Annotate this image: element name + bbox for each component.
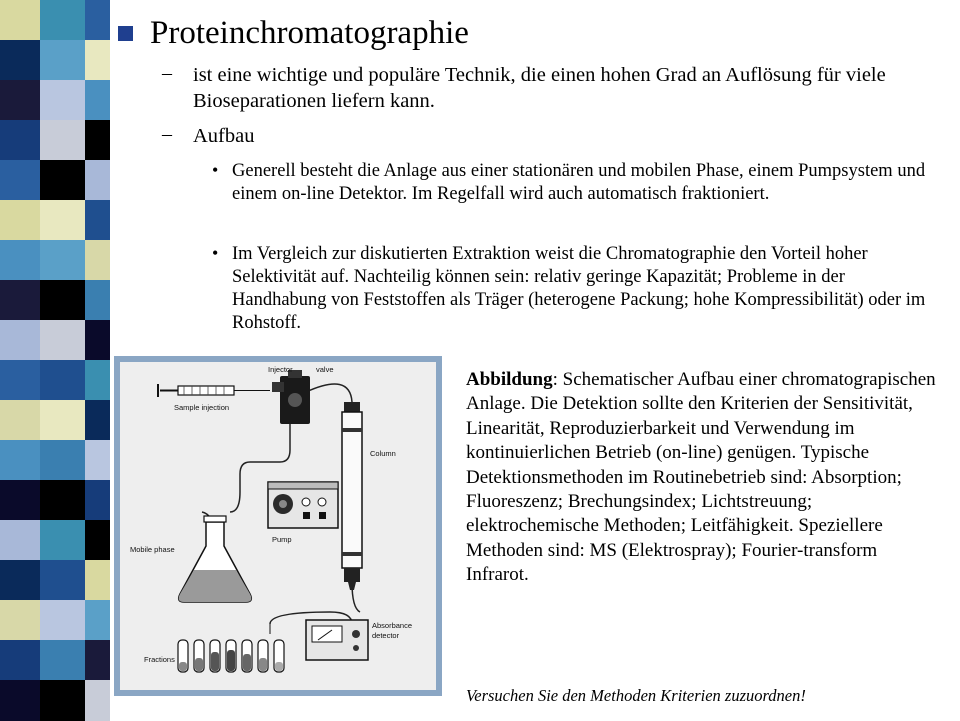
stripe-block <box>0 560 40 601</box>
stripe-block <box>0 280 40 321</box>
stripe-block <box>40 360 85 401</box>
stripe-block <box>40 480 85 521</box>
caption-lead: Abbildung <box>466 369 553 390</box>
label-pump: Pump <box>272 535 292 544</box>
stripe-block <box>0 480 40 521</box>
label-mobile-phase: Mobile phase <box>130 545 175 554</box>
syringe-icon <box>158 384 270 397</box>
stripe-block <box>0 320 40 361</box>
stripe-block <box>40 400 85 441</box>
pump-icon <box>268 482 338 528</box>
stripe-block <box>40 80 85 121</box>
stripe-block <box>40 280 85 321</box>
stripe-block <box>0 240 40 281</box>
stripe-block <box>40 440 85 481</box>
dash-bullet: – <box>162 123 172 145</box>
stripe-block <box>0 440 40 481</box>
chromatography-diagram <box>120 362 436 690</box>
stripe-block <box>40 640 85 681</box>
subbullet-text-2: Im Vergleich zur diskutierten Extraktion weist die Chromatographie den Vorteil hoher Selektivität auf. Nachteilig können sein: relativ geringe Kapazität; Probleme in der Handhabung von Feststoffen als Träger (heterogene Packung; hohe Kompressibilität) oder im Rohstoff. <box>232 244 926 333</box>
stripe-block <box>40 320 85 361</box>
stripe-block <box>40 200 85 241</box>
stripe-block <box>0 0 40 41</box>
fraction-tubes-icon <box>178 624 284 672</box>
subbullet-text-1: Generell besteht die Anlage aus einer stationären und mobilen Phase, einem Pumpsystem und einem on-line Detektor. Im Regelfall wird auch automatisch fraktioniert. <box>232 161 926 204</box>
stripe-block <box>40 560 85 601</box>
stripe-block <box>85 600 110 641</box>
stripe-block <box>40 40 85 81</box>
bullet-text-2: Aufbau <box>193 125 255 147</box>
column-icon <box>342 402 362 590</box>
stripe-block <box>85 160 110 201</box>
stripe-block <box>85 400 110 441</box>
flask-icon <box>179 516 252 602</box>
caption-text: : Schematischer Aufbau einer chromatograpischen Anlage. Die Detektion sollte den Kriterien der Sensitivität, Linearität, Reproduzierbarkeit und Verwendung im kontinuierlichen Betrieb (on-line) genügen. Typische Detektionsmethoden im Routinebetrieb sind: Absorption; Fluoreszenz; Brechungsindex; Lichtstreuung; elektrochemische Methoden; Leitfähigkeit. Speziellere Methoden sind: MS (Elektrospray); Fourier-transform Infrarot. <box>466 369 936 586</box>
stripe-block <box>0 600 40 641</box>
absorbance-detector-icon <box>306 620 368 660</box>
stripe-block <box>85 40 110 81</box>
title-bullet-icon <box>118 26 133 41</box>
stripe-block <box>0 520 40 561</box>
stripe-block <box>0 120 40 161</box>
stripe-block <box>85 680 110 721</box>
dash-bullet: – <box>162 62 172 84</box>
stripe-block <box>85 80 110 121</box>
decorative-stripe <box>0 0 110 720</box>
stripe-block <box>0 40 40 81</box>
stripe-block <box>85 120 110 161</box>
figure-caption <box>466 368 936 588</box>
stripe-block <box>85 520 110 561</box>
stripe-block <box>40 160 85 201</box>
stripe-block <box>85 240 110 281</box>
dot-bullet: • <box>212 243 219 263</box>
stripe-block <box>85 0 110 41</box>
stripe-block <box>0 80 40 121</box>
stripe-block <box>85 440 110 481</box>
stripe-block <box>0 640 40 681</box>
label-injector: Injector <box>268 365 293 374</box>
stripe-block <box>85 480 110 521</box>
label-absorbance: Absorbance <box>372 621 413 630</box>
slide-title: Proteinchromatographie <box>150 15 469 51</box>
stripe-block <box>40 600 85 641</box>
label-column: Column <box>370 449 396 458</box>
label-fractions: Fractions <box>144 655 175 664</box>
stripe-block <box>40 520 85 561</box>
stripe-block <box>0 360 40 401</box>
stripe-block <box>0 200 40 241</box>
stripe-block <box>85 200 110 241</box>
stripe-block <box>0 680 40 721</box>
chromatography-figure <box>114 356 442 696</box>
task-prompt: Versuchen Sie den Methoden Kriterien zuzuordnen! <box>466 686 806 705</box>
stripe-block <box>40 120 85 161</box>
stripe-block <box>85 560 110 601</box>
stripe-block <box>40 240 85 281</box>
label-detector: detector <box>372 631 400 640</box>
stripe-block <box>85 360 110 401</box>
stripe-block <box>40 680 85 721</box>
label-sample-injection: Sample injection <box>174 403 230 412</box>
stripe-block <box>0 160 40 201</box>
stripe-block <box>40 0 85 41</box>
stripe-block <box>85 640 110 681</box>
injector-valve-icon <box>272 370 310 424</box>
stripe-block <box>0 400 40 441</box>
stripe-block <box>85 280 110 321</box>
label-valve: valve <box>316 365 334 374</box>
dot-bullet: • <box>212 160 219 180</box>
stripe-block <box>85 320 110 361</box>
bullet-text-1: ist eine wichtige und populäre Technik, die einen hohen Grad an Auflösung für viele Bioseparationen liefern kann. <box>193 64 886 112</box>
